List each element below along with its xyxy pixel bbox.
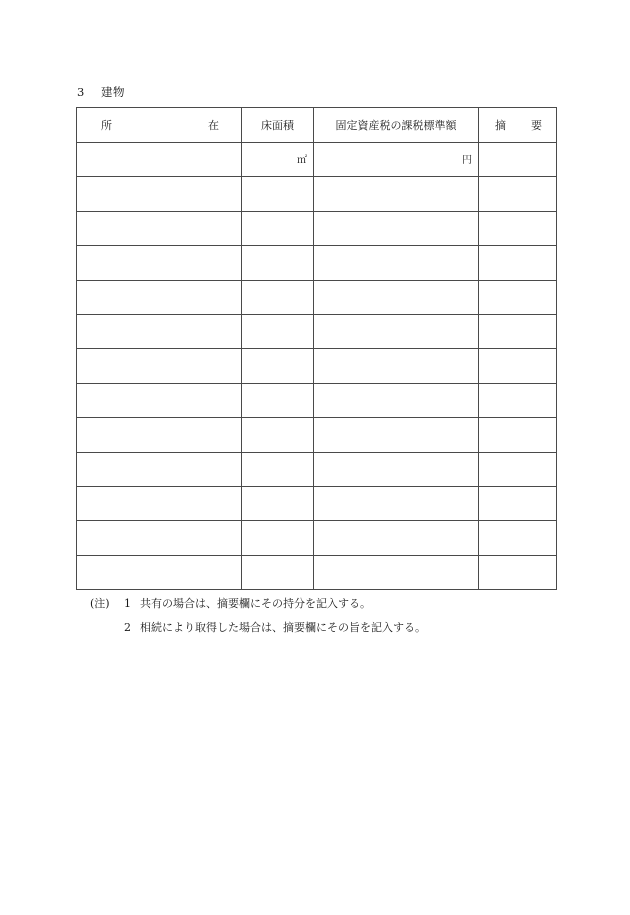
table-row — [77, 143, 557, 177]
location-cell[interactable] — [77, 246, 242, 280]
floor-area-cell[interactable] — [242, 486, 314, 520]
tax-value-cell[interactable] — [314, 383, 479, 417]
note-label: (注) — [90, 597, 110, 610]
table-row — [77, 383, 557, 417]
tax-value-cell[interactable] — [314, 314, 479, 348]
floor-area-cell[interactable] — [242, 246, 314, 280]
floor-area-cell[interactable] — [242, 314, 314, 348]
remarks-cell[interactable] — [479, 349, 557, 383]
table-row — [77, 486, 557, 520]
tax-value-cell[interactable] — [314, 246, 479, 280]
tax-value-cell[interactable] — [314, 280, 479, 314]
tax-value-cell[interactable] — [314, 177, 479, 211]
section-number: 3 — [77, 85, 85, 99]
remarks-cell[interactable] — [479, 383, 557, 417]
remarks-cell[interactable] — [479, 452, 557, 486]
header-location-left: 所 — [101, 119, 112, 132]
location-cell[interactable] — [77, 314, 242, 348]
table-row — [77, 418, 557, 452]
floor-area-cell[interactable] — [242, 383, 314, 417]
tax-value-cell[interactable] — [314, 349, 479, 383]
remarks-cell[interactable] — [479, 177, 557, 211]
table-row — [77, 280, 557, 314]
table-row — [77, 314, 557, 348]
floor-area-cell[interactable] — [242, 211, 314, 245]
remarks-cell[interactable] — [479, 418, 557, 452]
floor-area-cell[interactable] — [242, 418, 314, 452]
location-cell[interactable] — [77, 211, 242, 245]
location-cell[interactable] — [77, 349, 242, 383]
remarks-cell[interactable] — [479, 521, 557, 555]
remarks-cell[interactable] — [479, 486, 557, 520]
location-cell[interactable] — [77, 418, 242, 452]
location-cell[interactable] — [77, 521, 242, 555]
floor-area-cell[interactable] — [242, 452, 314, 486]
note-item-1 — [90, 598, 426, 609]
remarks-cell[interactable] — [479, 246, 557, 280]
tax-value-cell[interactable] — [314, 521, 479, 555]
floor-area-cell[interactable] — [242, 521, 314, 555]
table-row — [77, 246, 557, 280]
notes — [90, 598, 426, 646]
header-floor-area: 床面積 — [242, 108, 314, 143]
yen-unit: 円 — [462, 155, 472, 166]
floor-area-cell[interactable] — [242, 143, 314, 177]
tax-value-cell[interactable] — [314, 418, 479, 452]
floor-area-cell[interactable] — [242, 177, 314, 211]
table-row — [77, 521, 557, 555]
remarks-cell[interactable] — [479, 280, 557, 314]
table-row — [77, 349, 557, 383]
tax-value-cell[interactable] — [314, 486, 479, 520]
section-heading — [77, 84, 125, 100]
remarks-cell[interactable] — [479, 555, 557, 589]
floor-area-cell[interactable] — [242, 280, 314, 314]
floor-area-cell[interactable] — [242, 555, 314, 589]
remarks-cell[interactable] — [479, 211, 557, 245]
table-row — [77, 211, 557, 245]
tax-value-cell[interactable] — [314, 555, 479, 589]
note-text: 相続により取得した場合は、摘要欄にその旨を記入する。 — [140, 621, 426, 634]
header-location-right: 在 — [208, 119, 219, 132]
location-cell[interactable] — [77, 177, 242, 211]
table-row — [77, 452, 557, 486]
section-title: 建物 — [100, 85, 125, 99]
tax-value-cell[interactable] — [314, 452, 479, 486]
note-item-2 — [90, 622, 426, 633]
remarks-cell[interactable] — [479, 314, 557, 348]
header-location — [77, 108, 242, 143]
table-row — [77, 555, 557, 589]
location-cell[interactable] — [77, 383, 242, 417]
note-number: 1 — [124, 597, 131, 610]
table-row — [77, 177, 557, 211]
building-table — [76, 107, 557, 590]
tax-value-cell[interactable] — [314, 211, 479, 245]
location-cell[interactable] — [77, 486, 242, 520]
location-cell[interactable] — [77, 280, 242, 314]
location-cell[interactable] — [77, 452, 242, 486]
floor-area-cell[interactable] — [242, 349, 314, 383]
location-cell[interactable] — [77, 143, 242, 177]
header-tax-value: 固定資産税の課税標準額 — [314, 108, 479, 143]
remarks-cell[interactable] — [479, 143, 557, 177]
header-remarks — [479, 108, 557, 143]
header-row — [77, 108, 557, 143]
location-cell[interactable] — [77, 555, 242, 589]
area-unit: ㎡ — [297, 155, 307, 166]
tax-value-cell[interactable] — [314, 143, 479, 177]
header-remarks-right: 要 — [531, 119, 542, 132]
header-remarks-left: 摘 — [495, 119, 506, 132]
note-number: 2 — [124, 621, 131, 634]
note-text: 共有の場合は、摘要欄にその持分を記入する。 — [140, 597, 371, 610]
